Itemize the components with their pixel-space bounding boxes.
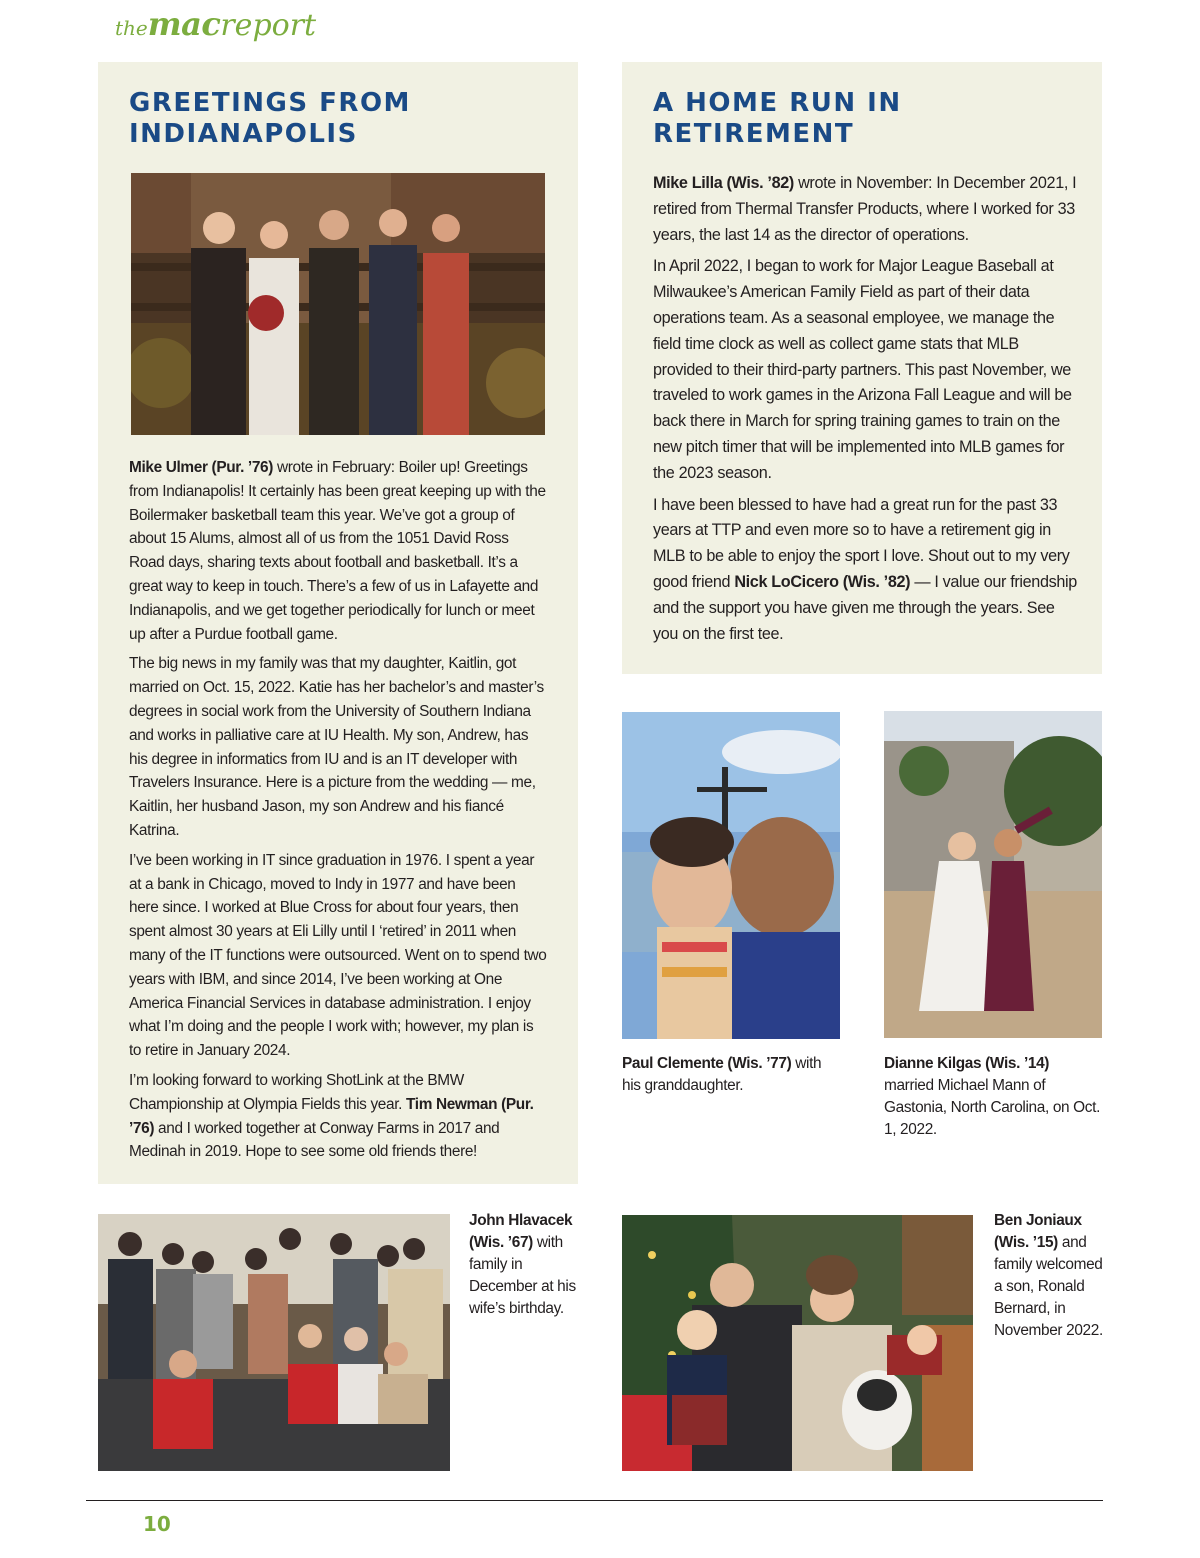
home-run-paragraph-3: I have been blessed to have had a great run for the past 33 years at TTP and even more so to have a retirement gig in MLB to be able to enjoy the sport I love. Shout out to my very good friend Nick LoCicero (Wis. ’82) — I value our friendship and the support you have given me through the years. See you on the first tee. xyxy=(653,495,1077,643)
greetings-paragraph-4: I’m looking forward to working ShotLink at the BMW Championship at Olympia Fields this year. Tim Newman (Pur. ’76) and I worked together at Conway Farms in 2017 and Medinah in 2019. Hope to see some old friends there! xyxy=(129,1071,534,1161)
article-title-greetings: GREETINGS FROM INDIANAPOLIS xyxy=(129,88,411,149)
hlavacek-photo xyxy=(98,1214,450,1471)
footer-rule xyxy=(86,1500,1103,1501)
greetings-paragraph-2: The big news in my family was that my daughter, Kaitlin, got married on Oct. 15, 2022. Katie has her bachelor’s and master’s degrees in social work from the University of Southern Indiana and works in palliative care at IU Health. My son, Andrew, has his degree in informatics from IU and is an IT developer with Travelers Insurance. Here is a picture from the wedding — me, Kaitlin, her husband Jason, my son Andrew and his fiancé Katrina. xyxy=(129,655,544,839)
joniaux-photo xyxy=(622,1215,973,1471)
greetings-paragraph-3: I’ve been working in IT since graduation in 1976. I spent a year at a bank in Chicago, moved to Indy in 1977 and have been here since. I worked at Blue Cross for about four years, then spent almost 30 years at Eli Lilly until I ‘retired’ in 2011 when many of the IT functions were outsourced. Went on to spend two years with IBM, and since 2014, I’ve been working at One America Financial Services in database administration. I enjoy what I’m doing and the people I work with; however, my plan is to retire in January 2024. xyxy=(129,851,547,1060)
hlavacek-caption: John Hlavacek (Wis. ’67) with family in December at his wife’s birthday. xyxy=(469,1212,576,1317)
kilgas-caption: Dianne Kilgas (Wis. ’14) married Michael Mann of Gastonia, North Carolina, on Oct. 1, 2022. xyxy=(884,1055,1100,1138)
greetings-body xyxy=(129,456,547,1170)
greetings-paragraph-1: Mike Ulmer (Pur. ’76) wrote in February: Boiler up! Greetings from Indianapolis! It certainly has been great keeping up with the Boilermaker basketball team this year. We’ve got a group of about 15 Alums, almost all of us from the 1051 David Ross Road days, sharing texts about football and basketball. It’s a great way to keep in touch. There’s a few of us in Lafayette and Indianapolis, and we get together periodically for lunch or meet up after a Purdue football game. xyxy=(129,459,546,643)
kilgas-photo xyxy=(884,711,1102,1038)
masthead-logo xyxy=(115,4,316,48)
page-number: 10 xyxy=(143,1512,171,1536)
masthead-the: the xyxy=(115,16,148,40)
greetings-article xyxy=(98,62,578,1184)
masthead-mac: mac xyxy=(147,5,221,43)
clemente-photo xyxy=(622,712,840,1039)
home-run-body xyxy=(653,171,1077,653)
article-title-home-run: A HOME RUN IN RETIREMENT xyxy=(653,88,902,149)
wedding-photo xyxy=(131,173,545,435)
clemente-caption: Paul Clemente (Wis. ’77) with his granddaughter. xyxy=(622,1055,822,1094)
joniaux-caption: Ben Joniaux (Wis. ’15) and family welcomed a son, Ronald Bernard, in November 2022. xyxy=(994,1212,1103,1339)
home-run-paragraph-2: In April 2022, I began to work for Major League Baseball at Milwaukee’s American Family Field as part of their data operations team. As a seasonal employee, we manage the field time clock as well as collect game stats that MLB provided to their third-party partners. This past November, we traveled to work games in the Arizona Fall League and will be back there in March for spring training games to train on the new pitch timer that will be implemented into MLB games for the 2023 season. xyxy=(653,257,1072,482)
masthead-report: report xyxy=(220,8,317,43)
home-run-paragraph-1: Mike Lilla (Wis. ’82) wrote in November: In December 2021, I retired from Thermal Transfer Products, where I worked for 33 years, the last 14 as the director of operations. xyxy=(653,174,1077,244)
home-run-article xyxy=(622,62,1102,674)
